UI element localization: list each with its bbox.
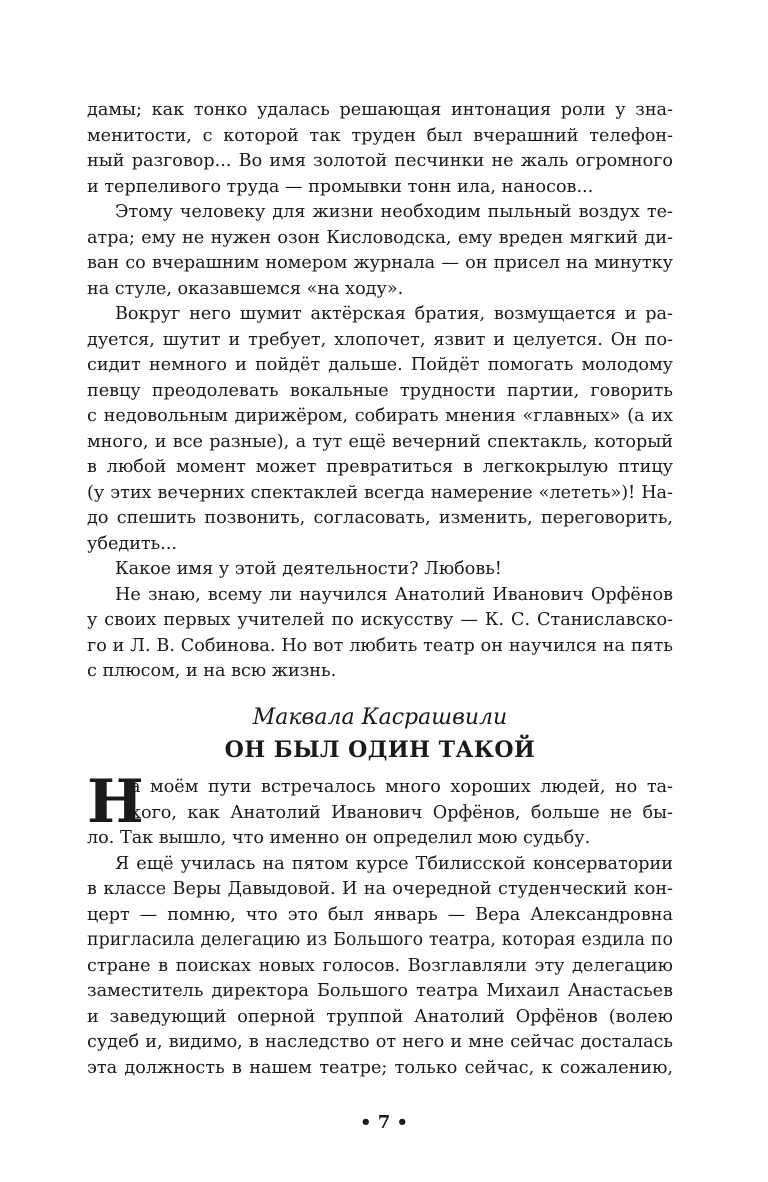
text-line: убедить... — [87, 533, 178, 554]
essay-ending — [87, 98, 673, 685]
text-line: Этому человеку для жизни необходим пыльный воздух те- — [115, 202, 673, 222]
text-line: пригласила делегацию из Большого театра, которая ездила по — [87, 930, 673, 950]
text-line: много, и все разные), а тут ещё вечерний спектакль, который — [87, 431, 673, 452]
chapter-author: Маквала Касрашвили — [252, 705, 508, 730]
text-line: а моём пути встречалось много хороших людей, но та- — [130, 777, 673, 797]
text-line: заместитель директора Большого театра Михаил Анастасьев — [87, 981, 673, 1001]
text-line: сидит немного и пойдёт дальше. Пойдёт помогать молодому — [87, 355, 673, 375]
text-line: в любой момент может превратиться в легкокрылую птицу — [87, 457, 673, 477]
text-line: дуется, шутит и требует, хлопочет, язвит и целуется. Он по- — [87, 329, 673, 350]
text-line: Не знаю, всему ли научился Анатолий Иванович Орфёнов — [115, 584, 673, 605]
text-line: и терпеливого труда — промывки тонн ила, наносов... — [87, 176, 594, 197]
text-line: ный разговор... Во имя золотой песчинки не жаль огромного — [87, 151, 673, 171]
text-line: певцу преодолевать вокальные трудности партии, говорить — [87, 380, 673, 401]
text-line: на стуле, оказавшемся «на ходу». — [87, 278, 404, 299]
chapter-title: ОН БЫЛ ОДИН ТАКОЙ — [224, 737, 536, 763]
text-line: ван со вчерашним номером журнала — он присел на минутку — [87, 253, 673, 273]
text-line: судеб и, видимо, в наследство от него и мне сейчас досталась — [87, 1032, 673, 1052]
text-line: менитости, с которой так труден был вчерашний телефон- — [87, 125, 673, 146]
text-line: с плюсом, и на всю жизнь. — [87, 661, 337, 681]
drop-cap: Н — [87, 767, 144, 837]
text-line: Вокруг него шумит актёрская братия, возмущается и ра- — [115, 304, 673, 324]
text-line: го и Л. В. Собинова. Но вот любить театр он научился на пять — [87, 635, 673, 656]
text-line: у своих первых учителей по искусству — К. С. Станиславско- — [87, 610, 673, 630]
text-line: с недовольным дирижёром, собирать мнения «главных» (а их — [87, 406, 673, 426]
page-number: • 7 • — [359, 1112, 409, 1133]
text-line: стране в поисках новых голосов. Возглавляли эту делегацию — [87, 955, 673, 976]
chapter-text — [87, 775, 673, 1081]
text-line: в классе Веры Давыдовой. И на очередной студенческий кон- — [87, 879, 673, 899]
text-line: дамы; как тонко удалась решающая интонация роли у зна- — [87, 100, 673, 120]
text-line: до спешить позвонить, согласовать, изменить, переговорить, — [87, 508, 673, 528]
text-line: церт — помню, что это был январь — Вера Александровна — [87, 904, 673, 925]
text-line: атра; ему не нужен озон Кисловодска, ему вреден мягкий ди- — [87, 227, 673, 248]
text-line: эта должность в нашем театре; только сейчас, к сожалению, — [87, 1057, 673, 1078]
text-line: Я ещё училась на пятом курсе Тбилисской консерватории — [115, 853, 673, 874]
text-line: Какое имя у этой деятельности? Любовь! — [115, 559, 502, 579]
text-line: кого, как Анатолий Иванович Орфёнов, больше не бы- — [130, 802, 673, 823]
text-line: и заведующий оперной труппой Анатолий Орфёнов (волею — [87, 1006, 673, 1027]
text-line: (у этих вечерних спектаклей всегда намерение «лететь»)! На- — [87, 482, 673, 503]
text-line: ло. Так вышло, что именно он определил мою судьбу. — [87, 828, 591, 848]
